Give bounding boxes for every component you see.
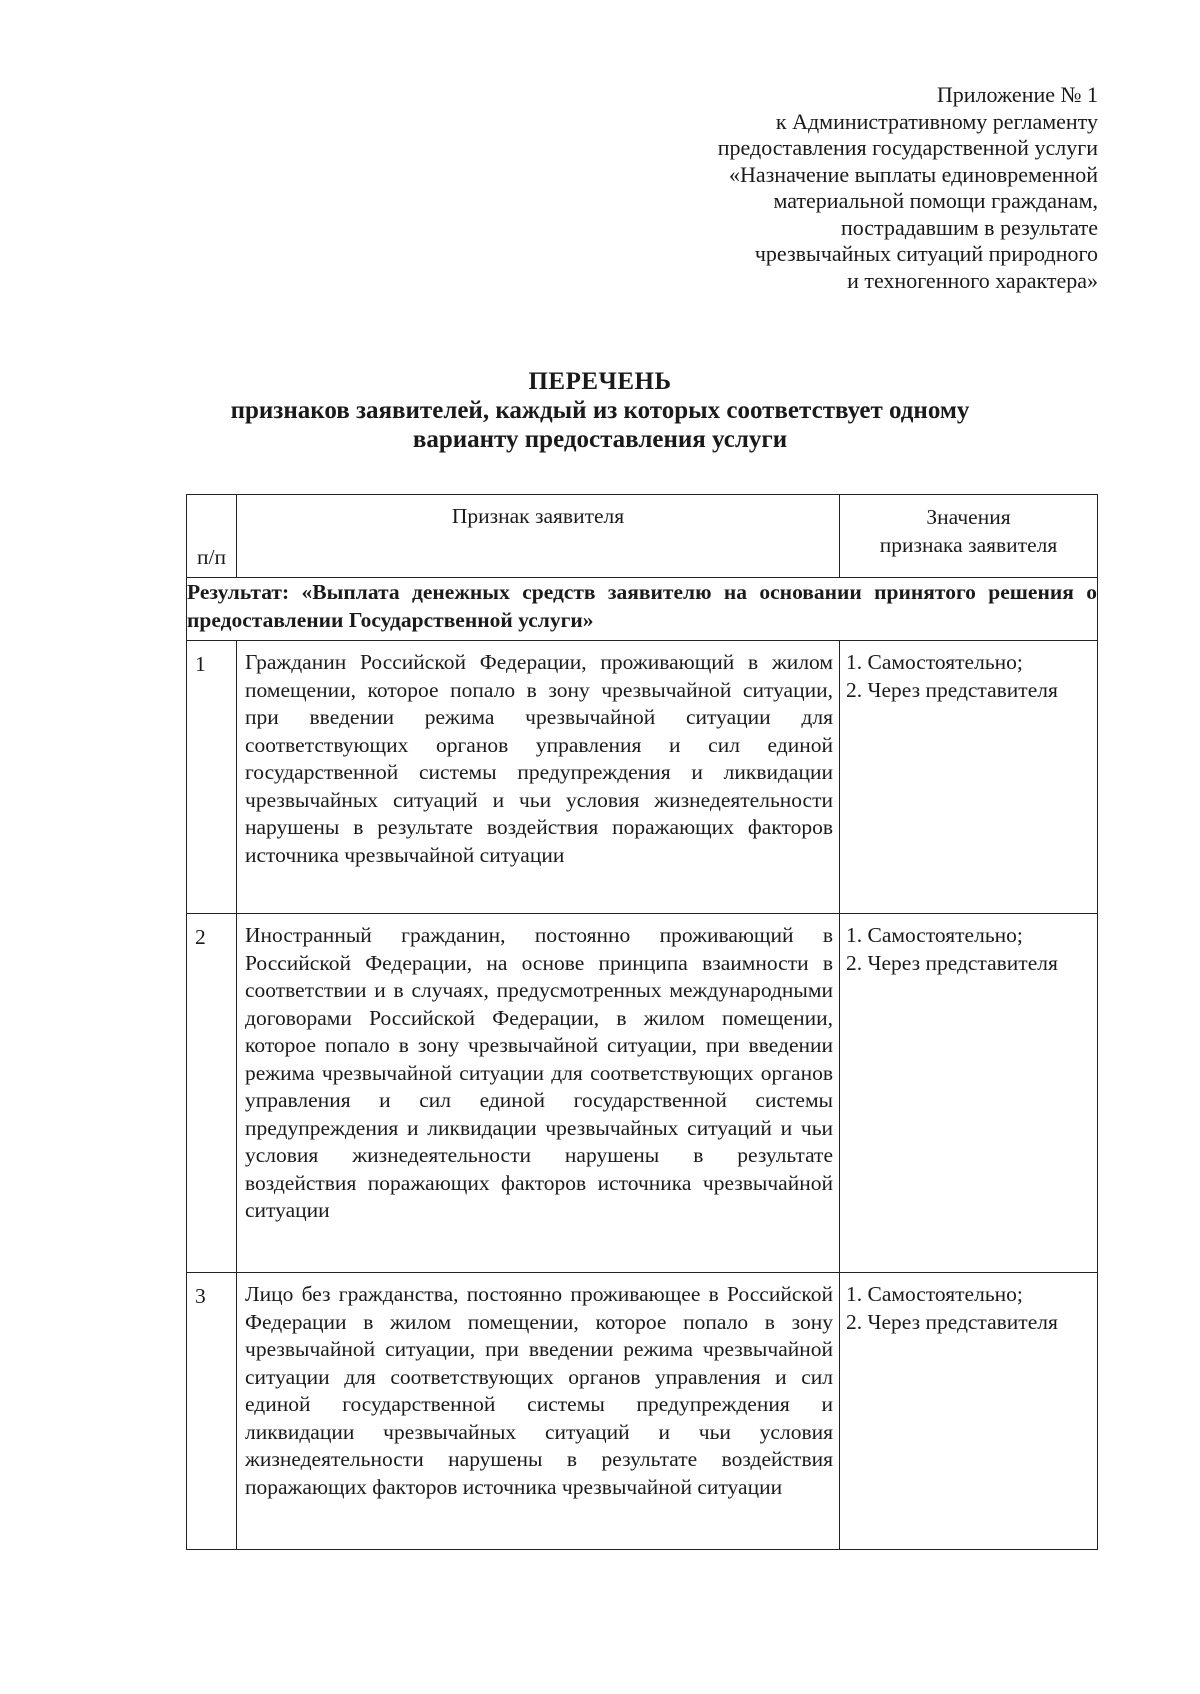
row-values xyxy=(840,914,1098,1273)
subtitle-line: варианту предоставления услуги xyxy=(412,426,788,453)
document-title xyxy=(0,367,1200,454)
row-description: Иностранный гражданин, постоянно проживающий в Российской Федерации, на основе принципа взаимности в соответствии и в случаях, предусмотренных международными договорами Российской Федерации, в жилом помещении, которое попало в зону чрезвычайной ситуации, при введении режима чрезвычайной ситуации для соответствующих органов управления и сил единой государственной системы предупреждения и ликвидации чрезвычайных ситуаций и чьи условия жизнедеятельности нарушены в результате воздействия поражающих факторов источника чрезвычайной ситуации xyxy=(237,914,840,1273)
table-row xyxy=(187,641,1098,914)
row-num: 3 xyxy=(187,1273,237,1550)
row-num: 1 xyxy=(187,641,237,914)
appendix-line: чрезвычайных ситуаций природного xyxy=(754,241,1098,266)
appendix-line: Приложение № 1 xyxy=(936,82,1098,107)
header-values xyxy=(840,495,1098,578)
appendix-line: «Назначение выплаты единовременной xyxy=(728,161,1098,187)
header-values-line: Значения xyxy=(926,505,1011,529)
row-values xyxy=(840,1273,1098,1550)
header-num: п/п xyxy=(187,495,237,578)
row-value: 1. Самостоятельно; xyxy=(846,1282,1023,1306)
row-value: 1. Самостоятельно; xyxy=(846,923,1023,947)
appendix-line: и техногенного характера» xyxy=(847,267,1098,293)
row-value: 2. Через представителя xyxy=(846,677,1058,702)
header-feature: Признак заявителя xyxy=(237,495,840,578)
appendix-line: пострадавшим в результате xyxy=(840,214,1098,240)
appendix-line: материальной помощи гражданам, xyxy=(773,188,1098,213)
row-num: 2 xyxy=(187,914,237,1273)
table-row xyxy=(187,1273,1098,1550)
table-row xyxy=(187,914,1098,1273)
table-header-row xyxy=(187,495,1098,578)
row-description: Гражданин Российской Федерации, проживающий в жилом помещении, которое попало в зону чрезвычайной ситуации, при введении режима чрезвычайной ситуации для соответствующих органов управления и сил единой государственной системы предупреждения и ликвидации чрезвычайных ситуаций и чьи условия жизнедеятельности нарушены в результате воздействия поражающих факторов источника чрезвычайной ситуации xyxy=(237,641,840,914)
row-value: 2. Через представителя xyxy=(846,1309,1058,1334)
title-line: ПЕРЕЧЕНЬ xyxy=(528,368,672,395)
appendix-line: предоставления государственной услуги xyxy=(717,135,1098,160)
result-row xyxy=(187,578,1098,641)
row-values xyxy=(840,641,1098,914)
appendix-line: к Административному регламенту xyxy=(775,108,1098,134)
header-values-line: признака заявителя xyxy=(879,533,1058,557)
appendix-header xyxy=(498,82,1098,294)
row-value: 2. Через представителя xyxy=(846,950,1058,975)
criteria-table xyxy=(186,494,1098,1550)
result-text: Результат: «Выплата денежных средств заявителю на основании принятого решения о предоставлении Государственной услуги» xyxy=(187,578,1098,641)
row-value: 1. Самостоятельно; xyxy=(846,650,1023,674)
subtitle-line: признаков заявителей, каждый из которых соответствует одному xyxy=(230,397,970,424)
row-description: Лицо без гражданства, постоянно проживающее в Российской Федерации в жилом помещении, которое попало в зону чрезвычайной ситуации, при введении режима чрезвычайной ситуации для соответствующих органов управления и сил единой государственной системы предупреждения и ликвидации чрезвычайных ситуаций и чьи условия жизнедеятельности нарушены в результате воздействия поражающих факторов источника чрезвычайной ситуации xyxy=(237,1273,840,1550)
